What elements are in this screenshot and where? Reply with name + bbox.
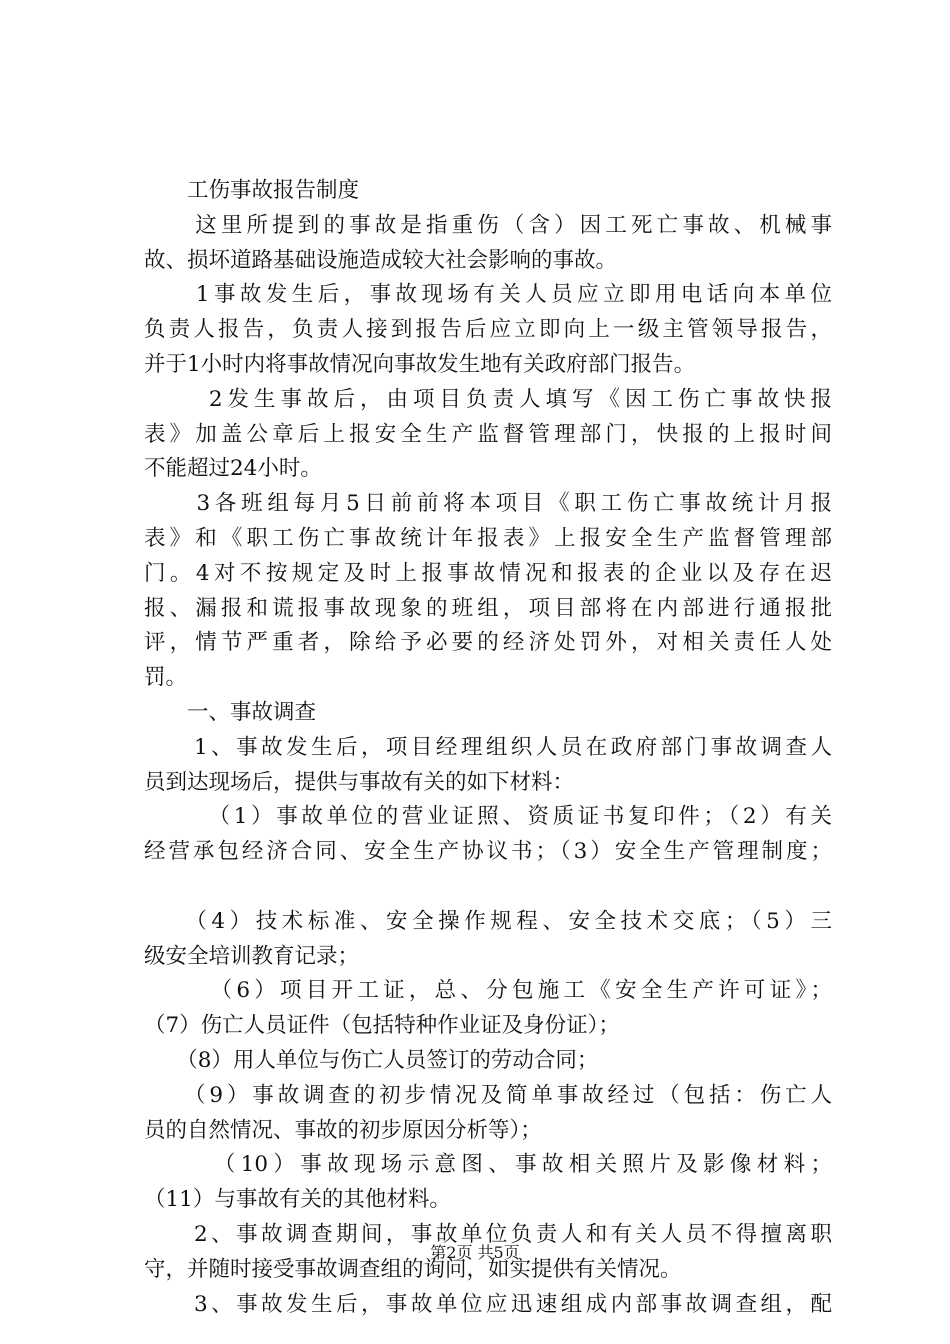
text-line: 故、损坏道路基础设施造成较大社会影响的事故。 — [144, 247, 618, 273]
page-footer: 第2页 共5页 — [430, 1243, 520, 1262]
text-line: （6）项目开工证，总、分包施工《安全生产许可证》； — [144, 978, 832, 1004]
blank-line — [144, 870, 832, 905]
text-line: 门。4对不按规定及时上报事故情况和报表的企业以及存在迟 — [144, 560, 832, 586]
text-line: 守，并随时接受事故调查组的询问，如实提供有关情况。 — [144, 1256, 682, 1282]
text-line: 表》和《职工伤亡事故统计年报表》上报安全生产监督管理部 — [144, 525, 832, 551]
text-line: 罚。 — [144, 665, 188, 691]
text-line: 评，情节严重者，除给予必要的经济处罚外，对相关责任人处 — [144, 630, 832, 656]
text-line: 负责人报告，负责人接到报告后应立即向上一级主管领导报告， — [144, 317, 832, 343]
text-line: 1事故发生后，事故现场有关人员应立即用电话向本单位 — [144, 282, 832, 308]
text-line: 1、事故发生后，项目经理组织人员在政府部门事故调查人 — [144, 734, 832, 760]
text-line: （4）技术标准、安全操作规程、安全技术交底；（5）三 — [144, 908, 832, 934]
text-line: 表》加盖公章后上报安全生产监督管理部门，快报的上报时间 — [144, 421, 832, 447]
text-line: （9）事故调查的初步情况及简单事故经过（包括：伤亡人 — [144, 1082, 832, 1108]
text-line: （1）事故单位的营业证照、资质证书复印件；（2）有关 — [144, 804, 832, 830]
text-line: 2发生事故后，由项目负责人填写《因工伤亡事故快报 — [144, 386, 832, 412]
text-line: （11）与事故有关的其他材料。 — [144, 1187, 451, 1213]
text-line: 3各班组每月5日前前将本项目《职工伤亡事故统计月报 — [144, 491, 832, 517]
text-line: 2、事故调查期间，事故单位负责人和有关人员不得擅离职 — [144, 1221, 832, 1247]
text-line: 不能超过24小时。 — [144, 456, 322, 482]
text-line: 3、事故发生后，事故单位应迅速组成内部事故调查组，配 — [144, 1291, 832, 1317]
text-line: 这里所提到的事故是指重伤（含）因工死亡事故、机械事 — [144, 212, 832, 238]
text-line: （8）用人单位与伤亡人员签订的劳动合同； — [144, 1047, 599, 1073]
text-line: 级安全培训教育记录； — [144, 943, 360, 969]
text-line: 工伤事故报告制度 — [144, 178, 360, 203]
text-line: 并于1小时内将事故情况向事故发生地有关政府部门报告。 — [144, 351, 696, 377]
text-line: 员到达现场后，提供与事故有关的如下材料： — [144, 769, 575, 795]
text-line: 一、事故调查 — [144, 699, 317, 725]
text-line: （10）事故现场示意图、事故相关照片及影像材料； — [144, 1152, 832, 1178]
text-line: 报、漏报和谎报事故现象的班组，项目部将在内部进行通报批 — [144, 595, 832, 621]
text-line: （7）伤亡人员证件（包括特种作业证及身份证）； — [144, 1013, 620, 1039]
document-body — [144, 174, 832, 1322]
text-line: 员的自然情况、事故的初步原因分析等）； — [144, 1117, 542, 1143]
text-line: 经营承包经济合同、安全生产协议书；（3）安全生产管理制度； — [144, 839, 832, 865]
